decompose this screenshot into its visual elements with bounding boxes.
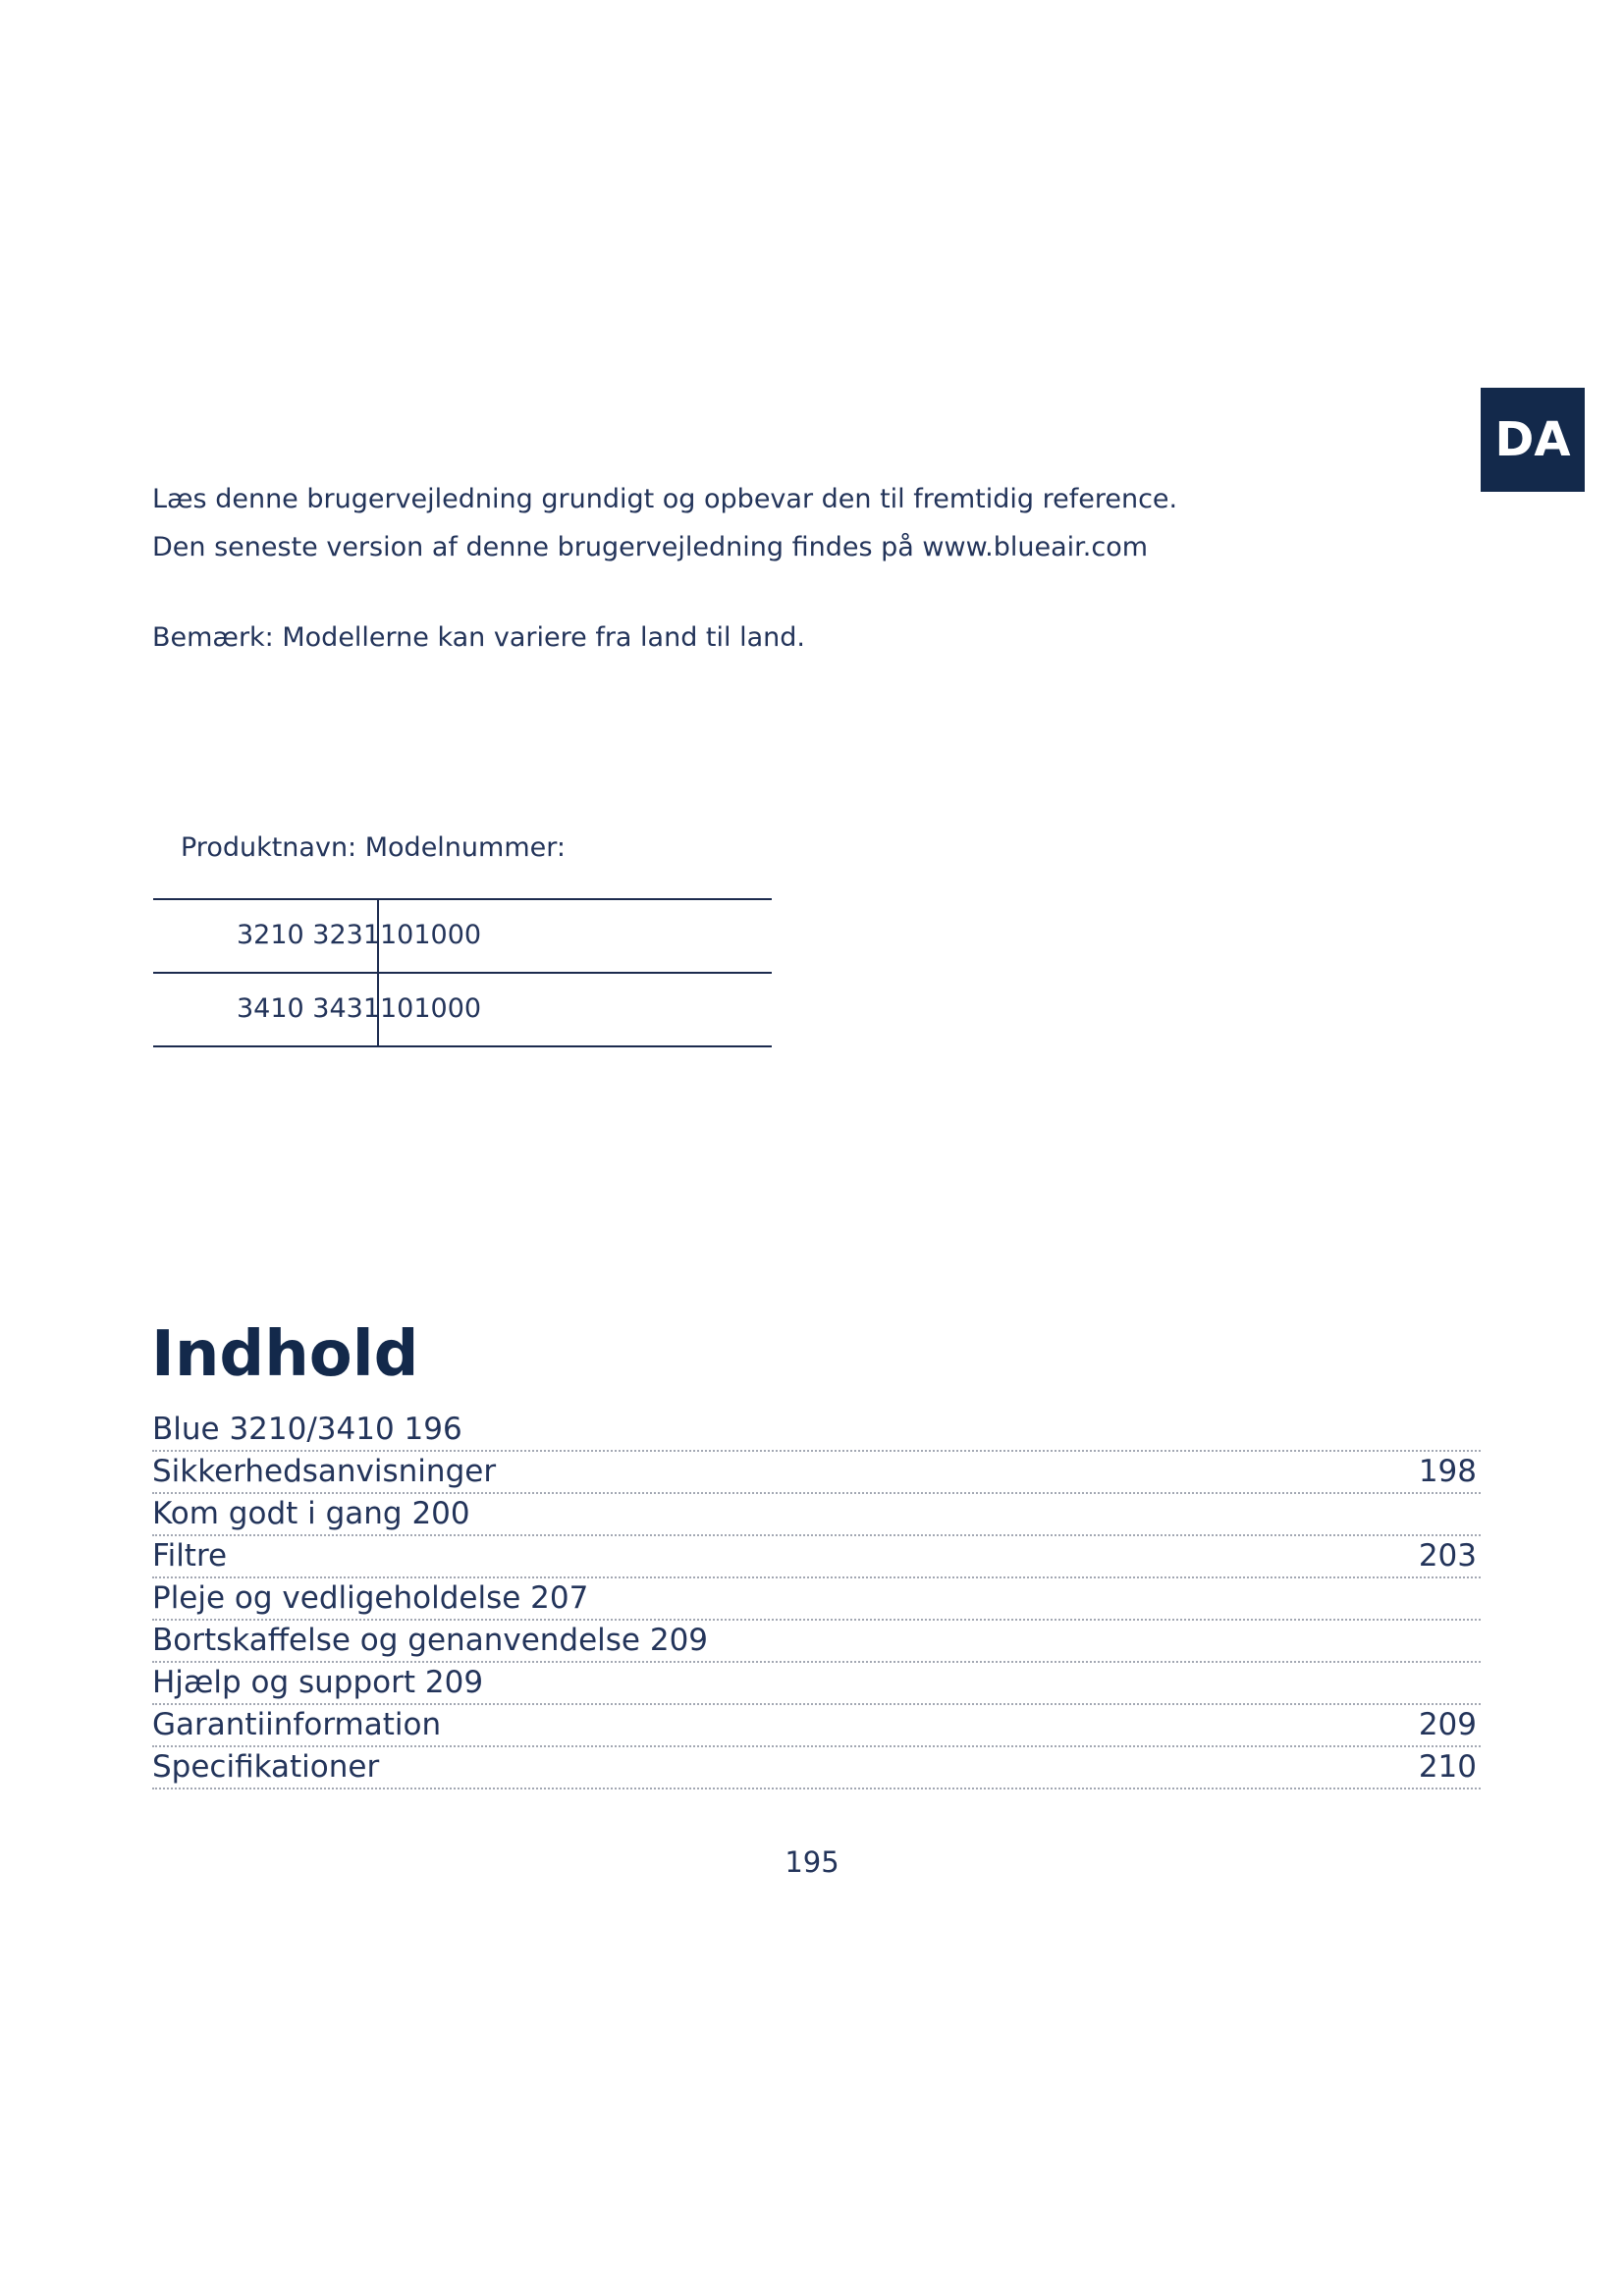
toc-entry-text: Filtre: [152, 1538, 228, 1574]
toc-entry[interactable]: [152, 1536, 1481, 1578]
toc-entry-text: Blue 3210/3410 196: [152, 1412, 462, 1447]
toc-entry[interactable]: [152, 1410, 1481, 1452]
toc-entry-text: Garantiinformation: [152, 1707, 442, 1742]
toc-entry-page: 210: [1418, 1749, 1477, 1785]
toc-entry[interactable]: [152, 1621, 1481, 1663]
table-of-contents: [152, 1410, 1481, 1789]
toc-entry-page: 209: [1418, 1707, 1477, 1742]
toc-entry[interactable]: [152, 1747, 1481, 1789]
toc-title: Indhold: [151, 1318, 419, 1391]
toc-entry[interactable]: [152, 1705, 1481, 1747]
table-bottom-rule: [153, 1045, 772, 1047]
page-number: 195: [785, 1845, 839, 1879]
table-top-rule: [153, 898, 772, 900]
toc-entry[interactable]: [152, 1578, 1481, 1621]
table-middle-rule: [153, 972, 772, 974]
model-table: [153, 898, 772, 1047]
language-tab: DA: [1481, 388, 1585, 492]
toc-entry-page: 198: [1418, 1454, 1477, 1489]
toc-entry-text: Bortskaffelse og genanvendelse 209: [152, 1623, 709, 1658]
toc-entry[interactable]: [152, 1494, 1481, 1536]
intro-read-instruction: Læs denne brugervejledning grundigt og opbevar den til fremtidig reference.: [152, 484, 1178, 514]
model-row: 3410 3431101000: [237, 993, 482, 1024]
model-variation-note: Bemærk: Modellerne kan variere fra land til land.: [152, 622, 805, 653]
product-table-label: Produktnavn: Modelnummer:: [181, 832, 566, 863]
intro-latest-version: Den seneste version af denne brugervejledning findes på www.blueair.com: [152, 532, 1149, 562]
toc-entry-text: Specifikationer: [152, 1749, 380, 1785]
toc-entry-text: Kom godt i gang 200: [152, 1496, 470, 1531]
toc-entry-text: Sikkerhedsanvisninger: [152, 1454, 497, 1489]
toc-entry[interactable]: [152, 1452, 1481, 1494]
toc-entry[interactable]: [152, 1663, 1481, 1705]
toc-entry-text: Hjælp og support 209: [152, 1665, 484, 1700]
toc-entry-text: Pleje og vedligeholdelse 207: [152, 1580, 589, 1616]
model-row: 3210 3231101000: [237, 920, 482, 950]
toc-entry-page: 203: [1418, 1538, 1477, 1574]
